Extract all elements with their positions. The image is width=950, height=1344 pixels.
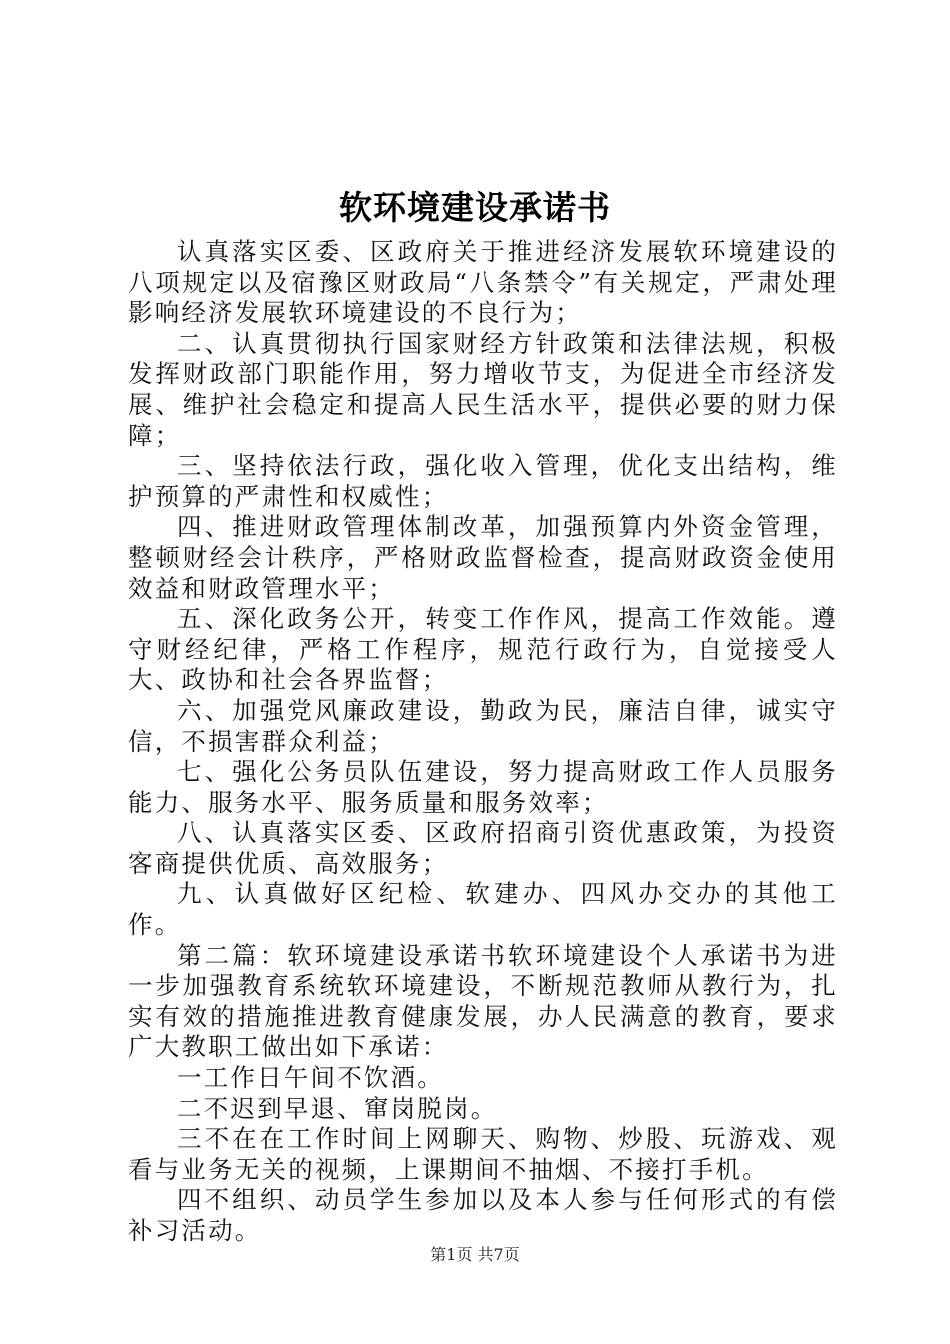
document-body: [128, 237, 838, 1247]
paragraph: 七、强化公务员队伍建设，努力提高财政工作人员服务能力、服务水平、服务质量和服务效率；: [128, 757, 838, 817]
paragraph: 八、认真落实区委、区政府招商引资优惠政策，为投资客商提供优质、高效服务；: [128, 818, 838, 878]
paragraph: 四、推进财政管理体制改革，加强预算内外资金管理，整顿财经会计秩序，严格财政监督检查，提高财政资金使用效益和财政管理水平；: [128, 512, 838, 603]
paragraph: 三不在在工作时间上网聊天、购物、炒股、玩游戏、观看与业务无关的视频，上课期间不抽烟、不接打手机。: [128, 1124, 838, 1184]
paragraph: 六、加强党风廉政建设，勤政为民，廉洁自律，诚实守信，不损害群众利益；: [128, 695, 838, 756]
paragraph: 二、认真贯彻执行国家财经方针政策和法律法规，积极发挥财政部门职能作用，努力增收节支，为促进全市经济发展、维护社会稳定和提高人民生活水平，提供必要的财力保障；: [128, 328, 838, 450]
paragraph: 五、深化政务公开，转变工作作风，提高工作效能。遵守财经纪律，严格工作程序，规范行政行为，自觉接受人大、政协和社会各界监督；: [128, 604, 838, 695]
document-title: 软环境建设承诺书: [339, 188, 611, 227]
paragraph: 二不迟到早退、窜岗脱岗。: [177, 1093, 498, 1123]
paragraph: 一工作日午间不饮酒。: [177, 1063, 444, 1093]
paragraph: 第二篇：软环境建设承诺书软环境建设个人承诺书为进一步加强教育系统软环境建设，不断规范教师从教行为，扎实有效的措施推进教育健康发展，办人民满意的教育，要求广大教职工做出如下承诺：: [128, 940, 838, 1062]
paragraph: 认真落实区委、区政府关于推进经济发展软环境建设的八项规定以及宿豫区财政局“八条禁令”有关规定，严肃处理影响经济发展软环境建设的不良行为；: [128, 237, 838, 328]
paragraph: 三、坚持依法行政，强化收入管理，优化支出结构，维护预算的严肃性和权威性；: [128, 451, 838, 511]
paragraph: 四不组织、动员学生参加以及本人参与任何形式的有偿补习活动。: [128, 1185, 838, 1245]
paragraph: 九、认真做好区纪检、软建办、四风办交办的其他工作。: [128, 879, 838, 940]
page-footer: 第1页 共7页: [430, 1245, 520, 1264]
